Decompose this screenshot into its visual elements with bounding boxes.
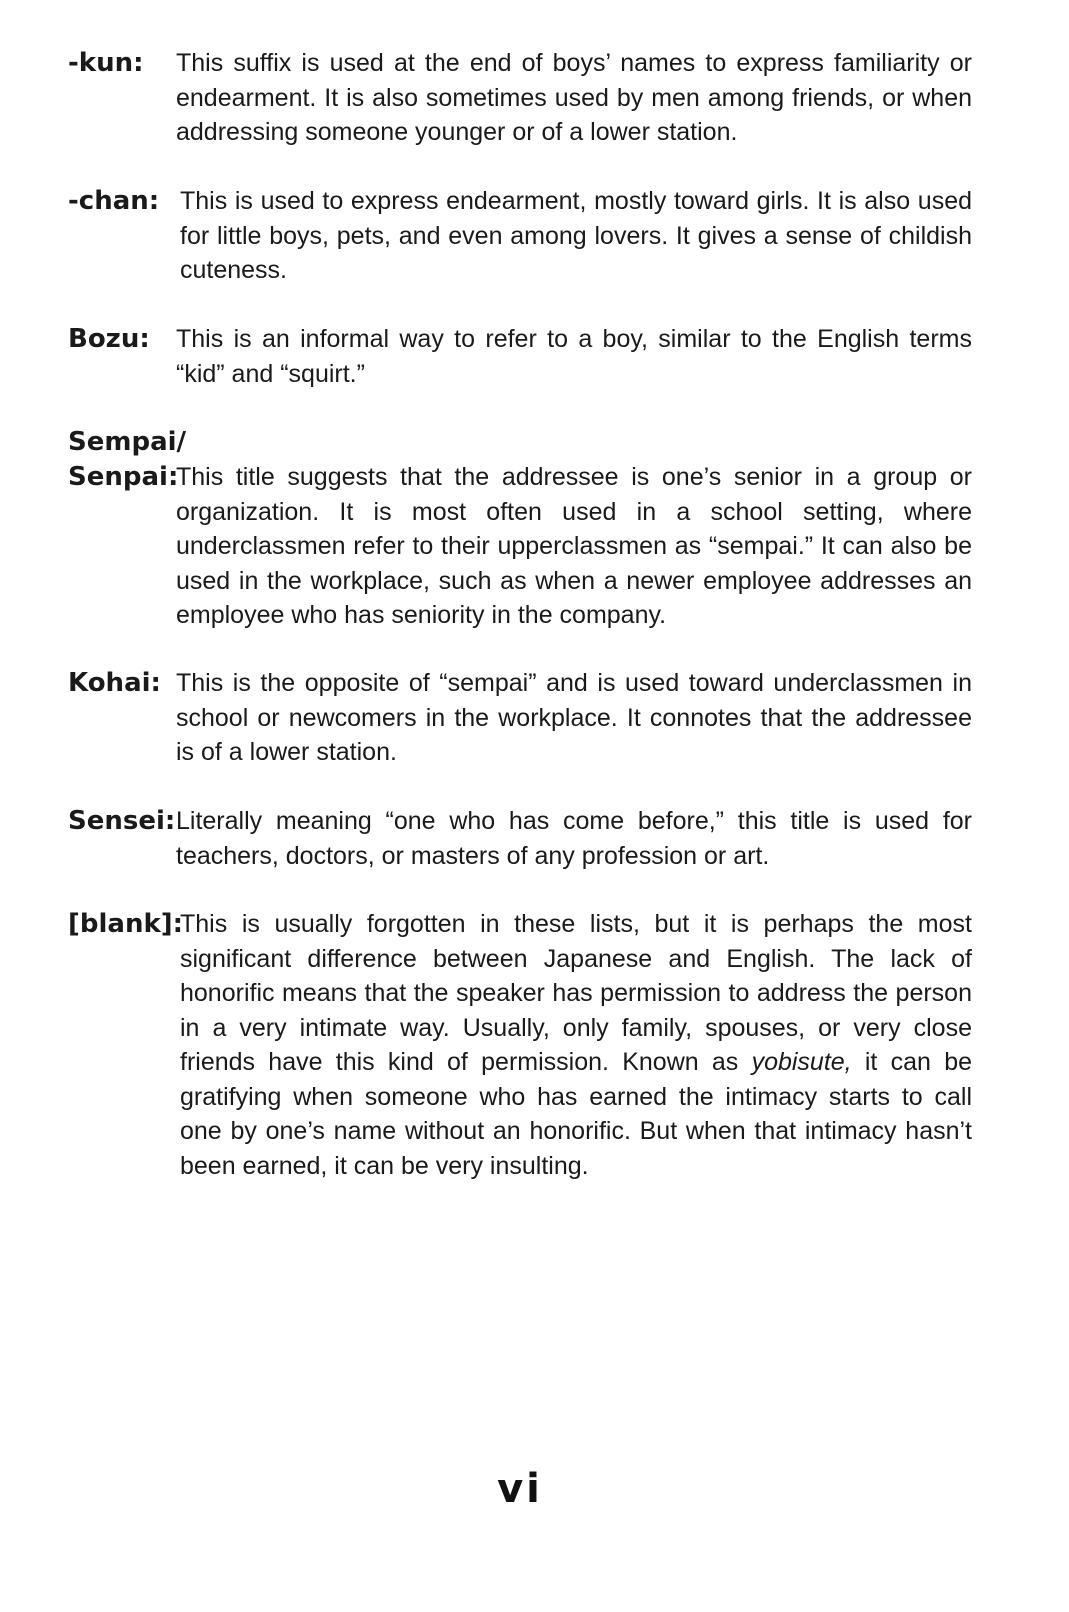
glossary-term: -kun:: [68, 48, 144, 78]
glossary-term: -chan:: [68, 186, 160, 216]
definition-italic-term: yobisute,: [751, 1048, 852, 1076]
glossary-entry-sensei: [68, 804, 972, 874]
glossary-entry-bozu: [68, 322, 972, 392]
glossary-definition: Literally meaning “one who has come before,” this title is used for teachers, doctors, or masters of any profession or art.: [176, 807, 972, 870]
glossary-term: Kohai:: [68, 668, 161, 698]
glossary-entry-blank: [68, 907, 972, 1187]
glossary-entry-senpai: [68, 425, 972, 635]
page-number: vi: [497, 1466, 543, 1512]
glossary-definition: This suffix is used at the end of boys’ names to express familiarity or endearment. It is also sometimes used by men among friends, or when addressing someone younger or of a lower station.: [176, 49, 972, 146]
glossary-term: Senpai:: [68, 462, 179, 492]
glossary-definition: [180, 907, 972, 1183]
glossary-term: [blank]:: [68, 909, 184, 939]
glossary-definition: This title suggests that the addressee is one’s senior in a group or organization. It is most often used in a school setting, where underclassmen refer to their upperclassmen as “sempai.” It can also be used in the workplace, such as when a newer employee addresses an employee who has seniority in the company.: [176, 463, 972, 629]
definition-text: This is usually forgotten in these lists, but it is perhaps the most significant difference between Japanese and English. The lack of honorific means that the speaker has permission to address the person in a very intimate way. Usually, only family, spouses, or very close friends have this kind of permission. Known as: [180, 910, 972, 1076]
glossary-definition: This is used to express endearment, mostly toward girls. It is also used for little boys, pets, and even among lovers. It gives a sense of childish cuteness.: [180, 187, 972, 284]
glossary-definition: This is an informal way to refer to a boy, similar to the English terms “kid” and “squirt.”: [176, 325, 972, 388]
glossary-term-prefix: Sempai/: [68, 427, 187, 457]
definition-text: it can be gratifying when someone who has earned the intimacy starts to call one by one’s name without an honorific. But when that intimacy hasn’t been earned, it can be very insulting.: [180, 1048, 973, 1180]
glossary-term: Sensei:: [68, 806, 176, 836]
glossary-entry-chan: [68, 184, 972, 288]
glossary-entry-kun: [68, 46, 972, 150]
glossary-definition: This is the opposite of “sempai” and is used toward underclassmen in school or newcomers in the workplace. It connotes that the addressee is of a lower station.: [176, 669, 972, 766]
glossary-entry-kohai: [68, 666, 972, 770]
glossary-term: Bozu:: [68, 324, 150, 354]
